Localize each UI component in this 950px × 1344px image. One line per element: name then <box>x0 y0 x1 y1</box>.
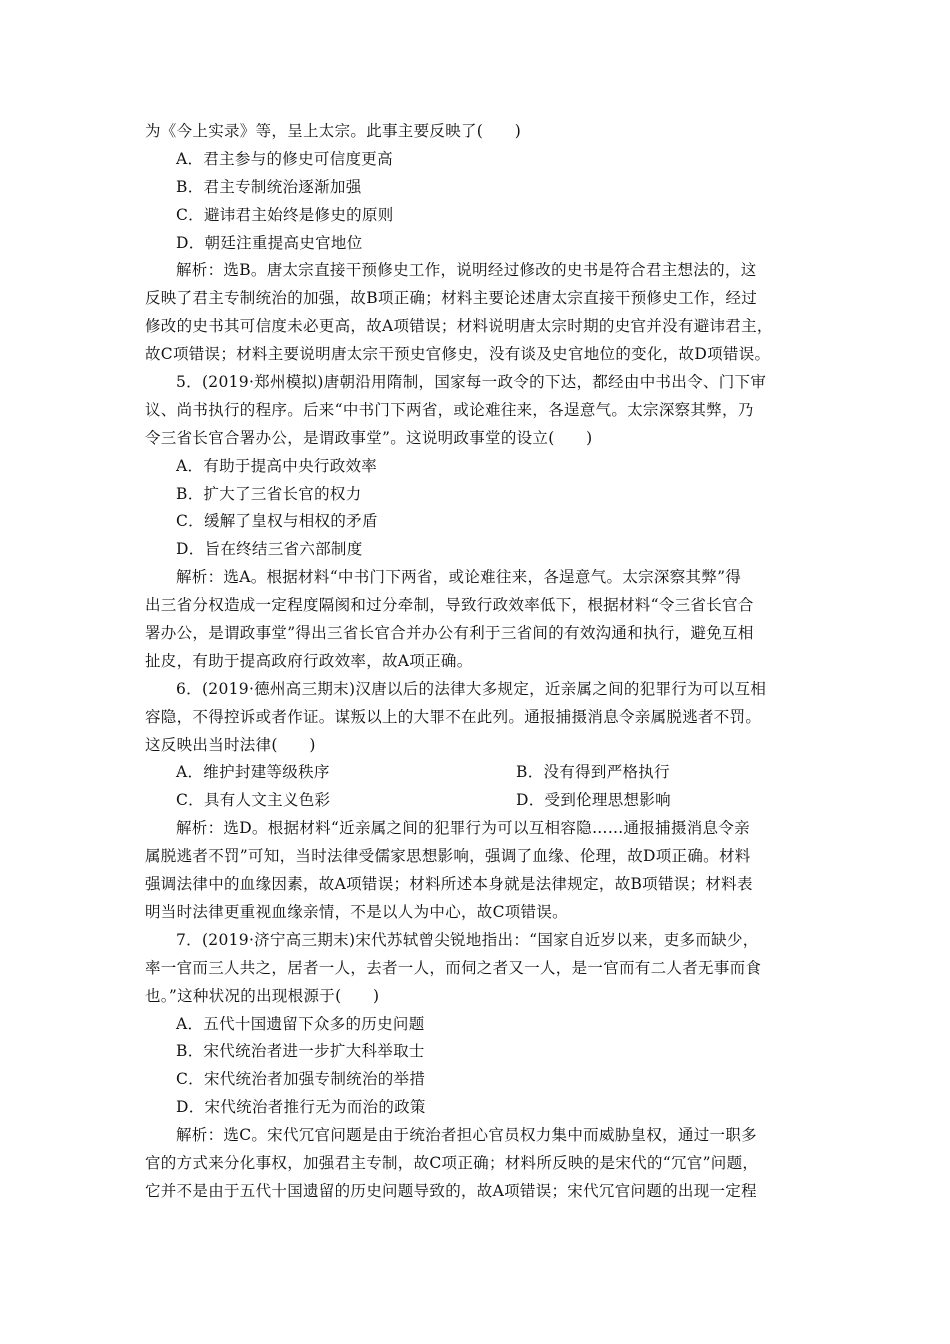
q4-analysis-line: 修改的史书其可信度未必更高，故A项错误；材料说明唐太宗时期的史官并没有避讳君主， <box>145 317 773 336</box>
q4-analysis-line: 故C项错误；材料主要说明唐太宗干预史官修史，没有谈及史官地位的变化，故D项错误。 <box>145 345 771 364</box>
q5-stem-line: 令三省长官合署办公，是谓政事堂”。这说明政事堂的设立( ) <box>145 428 593 447</box>
q6-option-a: A．维护封建等级秩序 <box>176 763 330 782</box>
q7-analysis-line: 它并不是由于五代十国遗留的历史问题导致的，故A项错误；宋代冗官问题的出现一定程 <box>145 1181 757 1200</box>
q5-analysis-line: 解析：选A。根据材料“中书门下两省，或论难往来，各逞意气。太宗深察其弊”得 <box>176 568 742 587</box>
q5-option-b: B．扩大了三省长官的权力 <box>176 484 362 503</box>
document-page <box>145 118 815 1206</box>
q4-analysis-line: 反映了君主专制统治的加强，故B项正确；材料主要论述唐太宗直接干预修史工作，经过 <box>145 289 758 308</box>
q6-option-b: B．没有得到严格执行 <box>516 763 670 782</box>
q6-option-c: C．具有人文主义色彩 <box>176 791 331 810</box>
q7-analysis-line: 官的方式来分化事权，加强君主专制，故C项正确；材料所反映的是宋代的“冗官”问题， <box>145 1153 759 1172</box>
q5-option-d: D．旨在终结三省六部制度 <box>176 540 363 559</box>
q7-option-d: D．宋代统治者推行无为而治的政策 <box>176 1098 426 1117</box>
q4-option-b: B．君主专制统治逐渐加强 <box>176 177 362 196</box>
q4-option-c: C．避讳君主始终是修史的原则 <box>176 205 394 224</box>
q6-option-d: D．受到伦理思想影响 <box>516 791 671 810</box>
q7-option-a: A．五代十国遗留下众多的历史问题 <box>176 1014 425 1033</box>
q5-option-c: C．缓解了皇权与相权的矛盾 <box>176 512 378 531</box>
q5-analysis-line: 扯皮，有助于提高政府行政效率，故A项正确。 <box>145 651 473 670</box>
q7-option-b: B．宋代统治者进一步扩大科举取士 <box>176 1042 425 1061</box>
q6-analysis-line: 强调法律中的血缘因素，故A项错误；材料所述本身就是法律规定，故B项错误；材料表 <box>145 875 753 894</box>
q6-stem-line: 这反映出当时法律( ) <box>145 735 316 754</box>
q5-stem-line: 5．(2019·郑州模拟)唐朝沿用隋制，国家每一政令的下达，都经由中书出令、门下审 <box>176 373 767 392</box>
q7-option-c: C．宋代统治者加强专制统治的举措 <box>176 1070 426 1089</box>
q4-option-a: A．君主参与的修史可信度更高 <box>176 149 393 168</box>
q7-stem-line: 率一官而三人共之，居者一人，去者一人，而伺之者又一人，是一官而有二人者无事而食 <box>145 958 762 977</box>
q5-analysis-line: 署办公，是谓政事堂”得出三省长官合并办公有利于三省间的有效沟通和执行，避免互相 <box>145 624 754 643</box>
q5-stem-line: 议、尚书执行的程序。后来“中书门下两省，或论难往来，各逞意气。太宗深察其弊，乃 <box>145 400 754 419</box>
q6-analysis-line: 解析：选D。根据材料“近亲属之间的犯罪行为可以互相容隐……通报捕摄消息令亲 <box>176 819 750 838</box>
q7-analysis-line: 解析：选C。宋代冗官问题是由于统治者担心官员权力集中而威胁皇权，通过一职多 <box>176 1126 757 1145</box>
q7-stem-line: 7．(2019·济宁高三期末)宋代苏轼曾尖锐地指出：“国家自近岁以来，吏多而缺少， <box>176 930 759 949</box>
q6-stem-line: 容隐，不得控诉或者作证。谋叛以上的大罪不在此列。通报捕摄消息令亲属脱逃者不罚。 <box>145 707 762 726</box>
q4-option-d: D．朝廷注重提高史官地位 <box>176 233 363 252</box>
q6-options-row <box>145 787 815 815</box>
q4-stem-tail: 为《今上实录》等，呈上太宗。此事主要反映了( ) <box>145 122 522 140</box>
q7-stem-line: 也。”这种状况的出现根源于( ) <box>145 986 380 1005</box>
q5-option-a: A．有助于提高中央行政效率 <box>176 456 378 475</box>
q6-analysis-line: 属脱逃者不罚”可知，当时法律受儒家思想影响，强调了血缘、伦理，故D项正确。材料 <box>145 847 751 866</box>
q5-analysis-line: 出三省分权造成一定程度隔阂和过分牵制，导致行政效率低下，根据材料“令三省长官合 <box>145 596 754 615</box>
q6-options-row <box>145 759 815 787</box>
q4-analysis-line: 解析：选B。唐太宗直接干预修史工作，说明经过修改的史书是符合君主想法的，这 <box>176 261 757 280</box>
q6-stem-line: 6．(2019·德州高三期末)汉唐以后的法律大多规定，近亲属之间的犯罪行为可以互相 <box>176 679 767 698</box>
q6-analysis-line: 明当时法律更重视血缘亲情，不是以人为中心，故C项错误。 <box>145 902 568 921</box>
